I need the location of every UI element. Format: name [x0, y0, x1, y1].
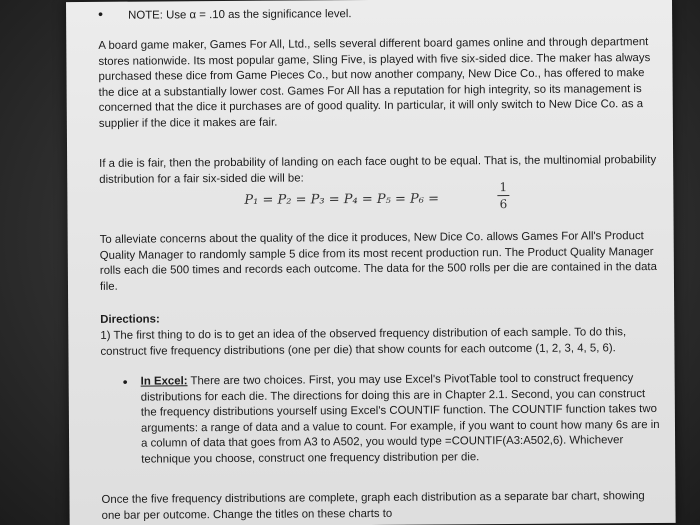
fair-die-paragraph: If a die is fair, then the probability of landing on each face ought to be equal. That is, the multinomial probability distribution for a fair six-sided die will be:: [99, 153, 657, 186]
note-text: NOTE: Use α = .10 as the significance level.: [128, 8, 352, 22]
intro-paragraph: A board game maker, Games For All, Ltd., sells several different board games online and through department stores nationwide. Its most popular game, Sling Five, is played with five six-sided dice. The maker has always purchased these dice from Game Pieces Co., but now another company, New Dice Co., has offered to make the dice at a substantially lower cost. Games For All has a reputation for high integrity, so its management is concerned that the dice it purchases are of good quality. In particular, it will only switch to New Dice Co. as a supplier if the dice it makes are fair.: [98, 36, 651, 130]
fraction-denominator: 6: [499, 197, 508, 212]
fraction-bar: [497, 195, 509, 196]
probability-formula: [244, 180, 544, 218]
formula-fraction: [497, 180, 509, 211]
directions-step-1: 1) The first thing to do is to get an idea of the observed frequency distribution of each sample. To do this, construct five frequency distributions (one per die) that show counts for each outcome (1, 2, 3, 4, 5, 6).: [100, 326, 627, 358]
document-page: [66, 0, 676, 525]
note-bullet: •: [98, 5, 104, 22]
excel-bullet-item: [101, 371, 661, 466]
document-content: [98, 0, 660, 522]
final-paragraph: Once the five frequency distributions are complete, graph each distribution as a separate bar chart, showing one bar per outcome. Change the titles on these charts to: [101, 490, 645, 522]
fraction-numerator: 1: [499, 180, 508, 195]
excel-lead: In Excel:: [140, 375, 188, 388]
excel-text: There are two choices. First, you may use Excel's PivotTable tool to construct frequency distributions for each die. The directions for doing this are in Chapter 2.1. Second, you can construct the frequency distributions yourself using Excel's COUNTIF function. The COUNTIF function takes two arguments: a range of data and a value to count. For example, if you want to count how many 6s are in a column of data that goes from A3 to A502, you would type =COUNTIF(A3:A502,6). Whichever technique you choose, construct one frequency distribution per die.: [140, 372, 660, 466]
excel-instructions: [141, 371, 662, 468]
sample-paragraph: To alleviate concerns about the quality of the dice it produces, New Dice Co. allows Games For All's Product Quality Manager to randomly sample 5 dice from its most recent production run. The Product Quality Manager rolls each die 500 times and records each outcome. The data for the 500 rolls per die are contained in the data file.: [99, 230, 657, 293]
note-line: [98, 5, 352, 24]
formula-equation: P₁ = P₂ = P₃ = P₄ = P₅ = P₆ =: [244, 191, 440, 208]
excel-bullet: •: [122, 373, 128, 390]
directions-heading: Directions:: [100, 313, 160, 326]
